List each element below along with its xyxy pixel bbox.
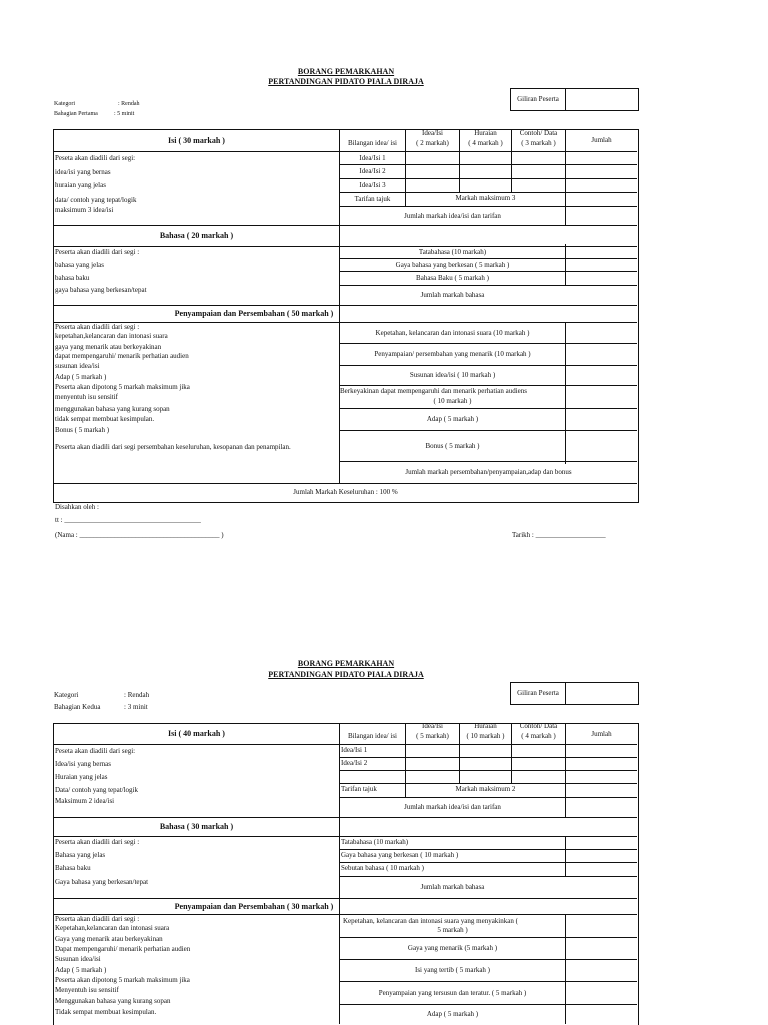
- kategori-label: Kategori: [54, 691, 79, 699]
- penyampaian-row-2: Gaya yang menarik (5 markah ): [407, 944, 498, 952]
- col-contoh-sub: ( 3 markah ): [521, 139, 556, 147]
- penyampaian-row-5: Adap ( 5 markah ): [426, 1009, 479, 1018]
- kategori-value: : Rendah: [118, 101, 140, 107]
- penyampaian-criteria-1: kepetahan,kelancaran dan intonasi suara: [55, 332, 168, 340]
- tt-signature-line[interactable]: tt : _______________________________________: [55, 516, 201, 524]
- isi-row-3: Idea/Isi 3: [359, 181, 386, 189]
- penyampaian-row-4: Berkeyakinan dapat mempengaruhi dan menarik perhatian audiens: [340, 387, 527, 395]
- isi-criteria-1: Idea/isi yang bernas: [55, 760, 111, 768]
- bahasa-criteria-3: gaya bahasa yang berkesan/tepat: [55, 286, 147, 294]
- penyampaian-criteria-7: menyentuh isu sensitif: [55, 393, 118, 401]
- bahasa-row-1: Tatabahasa (10 markah): [418, 248, 487, 256]
- bahasa-criteria-1: Bahasa yang jelas: [55, 851, 106, 859]
- col-jumlah: Jumlah: [591, 729, 612, 738]
- penyampaian-criteria-0: Peserta akan diadili dari segi :: [55, 915, 140, 923]
- kategori-label: Kategori: [54, 101, 75, 107]
- disahkan-label: Disahkan oleh :: [55, 503, 99, 511]
- penyampaian-criteria-7: Menyentuh isu sensitif: [55, 986, 119, 994]
- isi-criteria-0: Peseta akan diadili dari segi:: [55, 747, 136, 755]
- col-idea: Idea/Isi: [422, 722, 443, 730]
- penyampaian-criteria-9: Tidak sempat membuat kesimpulan.: [55, 1008, 157, 1016]
- bahasa-criteria-1: bahasa yang jelas: [55, 261, 104, 269]
- penyampaian-row-1: Kepetahan, kelancaran dan intonasi suara (10 markah ): [375, 328, 530, 337]
- col-contoh: Contoh/ Data: [519, 129, 558, 137]
- col-contoh-sub: ( 4 markah ): [521, 732, 556, 740]
- bahasa-row-3: Sebutan bahasa ( 10 markah ): [341, 864, 424, 872]
- form-subtitle: PERTANDINGAN PIDATO PIALA DIRAJA: [268, 77, 424, 86]
- penyampaian-criteria-5: Adap ( 5 markah ): [55, 373, 107, 381]
- form-subtitle: PERTANDINGAN PIDATO PIALA DIRAJA: [268, 670, 424, 679]
- penyampaian-criteria-2: Gaya yang menarik atau berkeyakinan: [55, 935, 163, 943]
- bahasa-row-2: Gaya bahasa yang berkesan ( 5 markah ): [395, 260, 510, 269]
- penyampaian-total: Jumlah markah persembahan/penyampaian,adap dan bonus: [405, 467, 572, 476]
- isi-criteria-2: huraian yang jelas: [55, 181, 106, 189]
- bahasa-row-1: Tatabahasa (10 markah): [341, 838, 409, 846]
- penyampaian-criteria-3: dapat mempengaruhi/ menarik perhatian audien: [55, 352, 189, 360]
- col-huraian-sub: ( 4 markah ): [468, 139, 503, 147]
- tarikh-field[interactable]: Tarikh : ____________________: [512, 531, 606, 539]
- bahasa-total: Jumlah markah bahasa: [420, 883, 485, 891]
- isi-heading: Isi ( 30 markah ): [168, 135, 225, 145]
- penyampaian-criteria-8: Menggunakan bahasa yang kurang sopan: [55, 997, 171, 1005]
- giliran-peserta-field[interactable]: [567, 684, 635, 702]
- penyampaian-row-3: Isi yang tertib ( 5 markah ): [414, 966, 491, 974]
- isi-criteria-3: Data/ contoh yang tepat/logik: [55, 786, 139, 794]
- penyampaian-criteria-6: Peserta akan dipotong 5 markah maksimum jika: [55, 976, 190, 984]
- isi-criteria-2: Huraian yang jelas: [55, 773, 108, 781]
- isi-criteria-1: idea/isi yang bernas: [55, 168, 111, 176]
- penyampaian-row-4: Penyampaian yang tersusun dan teratur. ( 5 markah ): [378, 988, 527, 997]
- col-huraian: Huraian: [474, 722, 497, 730]
- bahagian-value: : 3 minit: [124, 703, 148, 711]
- giliran-peserta-label: Giliran Peserta: [517, 94, 559, 103]
- penyampaian-criteria-0: Peserta akan diadili dari segi :: [55, 323, 140, 331]
- isi-row-1: Idea/Isi 1: [341, 746, 368, 754]
- isi-criteria-3: data/ contoh yang tepat/logik: [55, 196, 137, 204]
- col-huraian: Huraian: [474, 129, 497, 137]
- col-bilangan: Bilangan idea/ isi: [348, 138, 397, 147]
- form-title: BORANG PEMARKAHAN: [297, 659, 395, 668]
- isi-row-tarifan: Tarifan tajuk: [341, 785, 377, 793]
- penyampaian-criteria-6: Peserta akan dipotong 5 markah maksimum jika: [55, 383, 190, 391]
- bahasa-row-2: Gaya bahasa yang berkesan ( 10 markah ): [341, 851, 459, 859]
- isi-criteria-4: Maksimum 2 idea/isi: [55, 797, 115, 805]
- penyampaian-criteria-8: menggunakan bahasa yang kurang sopan: [55, 405, 170, 413]
- isi-total: Jumlah markah idea/isi dan tarifan: [404, 803, 501, 811]
- bahagian-value: : 5 minit: [114, 111, 135, 117]
- col-idea-sub: ( 2 markah): [416, 139, 449, 147]
- penyampaian-criteria-2: gaya yang menarik atau berkeyakinan: [55, 343, 162, 351]
- bahagian-label: Bahagian Pertama: [54, 111, 98, 117]
- col-huraian-sub: ( 10 markah ): [466, 732, 505, 740]
- penyampaian-criteria-1: Kepetahan,kelancaran dan intonasi suara: [55, 924, 170, 932]
- penyampaian-criteria-3: Dapat mempengaruhi/ menarik perhatian audien: [55, 945, 191, 953]
- isi-row-1: Idea/Isi 1: [359, 153, 386, 162]
- giliran-peserta-label: Giliran Peserta: [517, 688, 559, 697]
- col-idea-sub: ( 5 markah): [416, 732, 449, 740]
- penyampaian-criteria-4: Susunan idea/isi: [55, 955, 101, 963]
- col-bilangan: Bilangan idea/ isi: [348, 731, 397, 740]
- bahasa-heading: Bahasa ( 30 markah ): [159, 822, 234, 831]
- isi-heading: Isi ( 40 markah ): [168, 729, 225, 738]
- penyampaian-row-5: Adap ( 5 markah ): [426, 415, 479, 423]
- col-contoh: Contoh/ Data: [519, 722, 558, 730]
- penyampaian-row-2: Penyampaian/ persembahan yang menarik (10 markah ): [374, 350, 531, 358]
- form-title: BORANG PEMARKAHAN: [297, 67, 395, 76]
- bahasa-total: Jumlah markah bahasa: [420, 290, 485, 299]
- penyampaian-row-6: Bonus ( 5 markah ): [425, 441, 480, 450]
- bahasa-criteria-2: Bahasa baku: [55, 864, 91, 872]
- bahagian-label: Bahagian Kedua: [54, 703, 101, 711]
- penyampaian-criteria-extra: Peserta akan diadili dari segi persembahan keseluruhan, kesopanan dan penampilan.: [55, 443, 291, 451]
- isi-row-2: Idea/Isi 2: [341, 759, 368, 767]
- isi-max-note: Markah maksimum 2: [455, 785, 516, 793]
- penyampaian-criteria-4: susunan idea/isi: [55, 362, 100, 370]
- bahasa-criteria-2: bahasa baku: [55, 274, 90, 282]
- penyampaian-row-3: Susunan idea/isi ( 10 markah ): [409, 371, 496, 379]
- bahasa-criteria-0: Peserta akan diadili dari segi :: [55, 248, 140, 256]
- col-idea: Idea/Isi: [422, 129, 443, 137]
- nama-field[interactable]: (Nama : ________________________________________ ): [55, 531, 224, 539]
- penyampaian-row-1-sub: 5 markah ): [437, 926, 468, 934]
- grand-total: Jumlah Markah Keseluruhan : 100 %: [293, 488, 398, 496]
- col-jumlah: Jumlah: [591, 135, 612, 144]
- isi-row-tarifan: Tarifan tajuk: [354, 195, 391, 203]
- isi-criteria-0: Peseta akan diadili dari segi:: [55, 154, 136, 162]
- penyampaian-heading: Penyampaian dan Persembahan ( 50 markah ): [174, 309, 334, 318]
- penyampaian-criteria-10: Bonus ( 5 markah ): [55, 426, 110, 434]
- penyampaian-criteria-5: Adap ( 5 markah ): [55, 966, 107, 974]
- isi-row-2: Idea/Isi 2: [359, 167, 386, 175]
- bahasa-heading: Bahasa ( 20 markah ): [159, 231, 234, 240]
- penyampaian-heading: Penyampaian dan Persembahan ( 30 markah ): [174, 901, 334, 911]
- isi-total: Jumlah markah idea/isi dan tarifan: [404, 211, 501, 220]
- giliran-peserta-field[interactable]: [567, 90, 635, 108]
- bahasa-criteria-0: Peserta akan diadili dari segi :: [55, 838, 140, 846]
- isi-criteria-4: maksimum 3 idea/isi: [55, 206, 114, 214]
- isi-max-note: Markah maksimum 3: [455, 194, 516, 202]
- bahasa-row-3: Bahasa Baku ( 5 markah ): [416, 274, 489, 282]
- penyampaian-criteria-9: tidak sempat membuat kesimpulan.: [55, 415, 155, 423]
- bahasa-criteria-3: Gaya bahasa yang berkesan/tepat: [55, 878, 149, 886]
- kategori-value: : Rendah: [124, 691, 150, 699]
- penyampaian-row-4-sub: ( 10 markah ): [433, 397, 472, 405]
- penyampaian-row-1: Kepetahan, kelancaran dan intonasi suara yang menyakinkan (: [343, 917, 518, 925]
